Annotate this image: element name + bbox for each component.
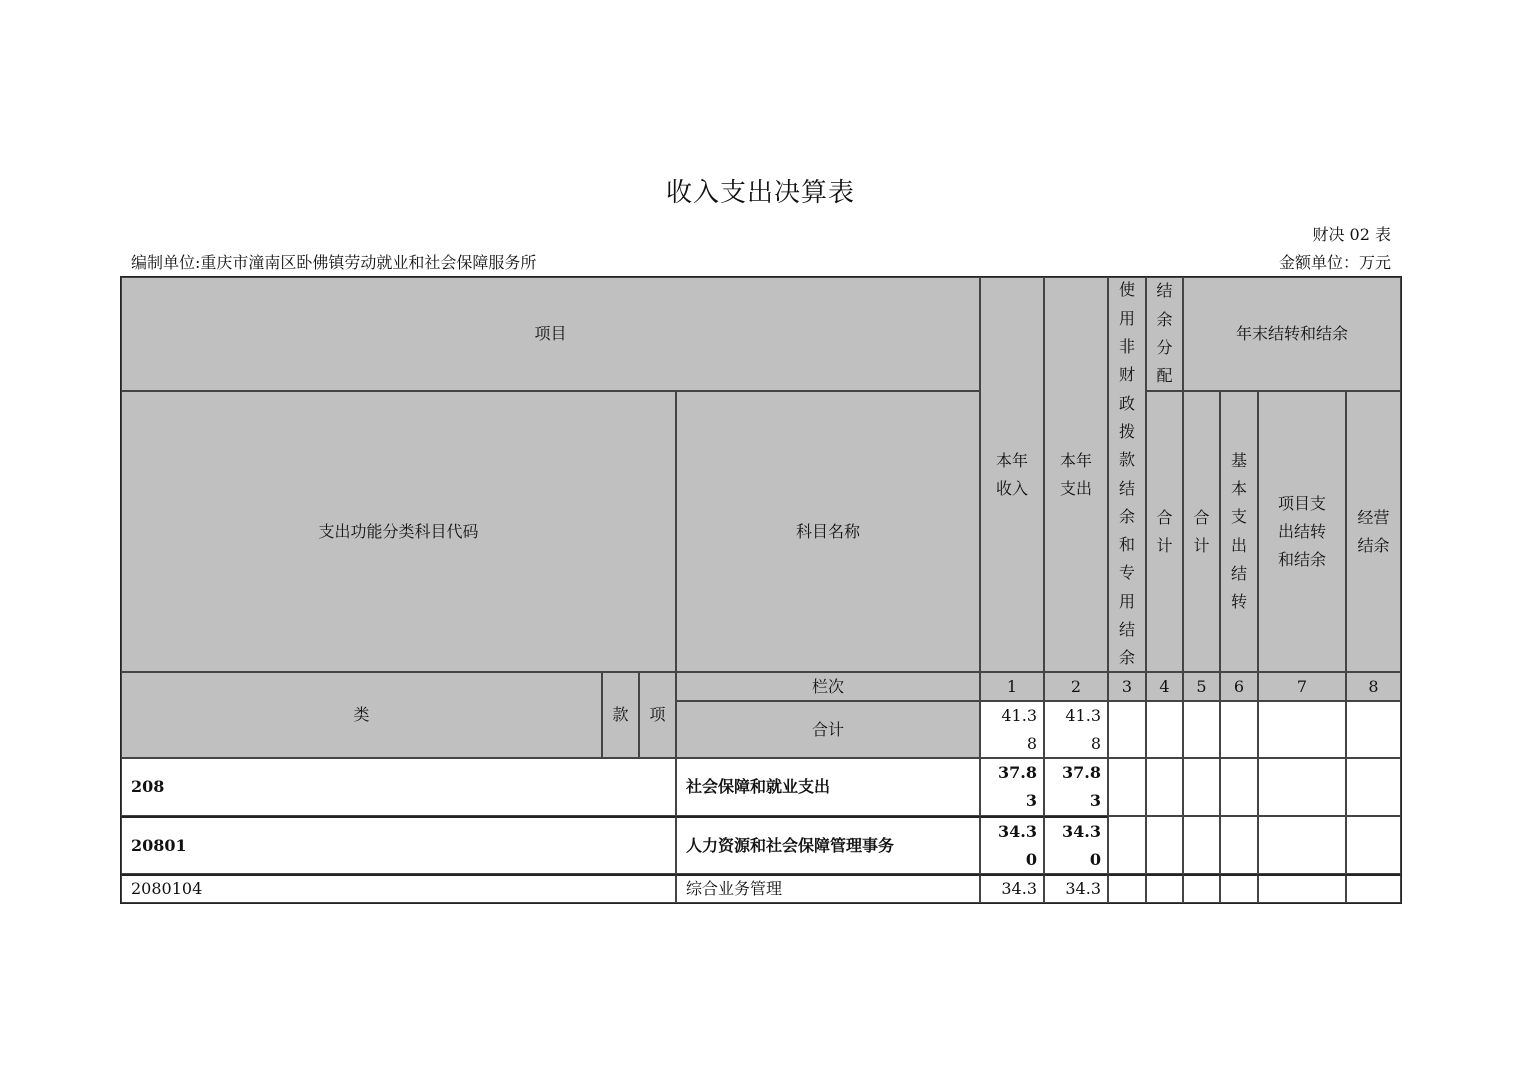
- budget-table: [120, 276, 1402, 904]
- column-number: 1: [980, 672, 1044, 701]
- table-row-expense: 34.3: [1044, 874, 1108, 903]
- empty-cell: [1220, 816, 1258, 874]
- column-number: 6: [1220, 672, 1258, 701]
- total-income: 41.3 8: [980, 701, 1044, 758]
- header-year-end-total: 合 计: [1183, 391, 1220, 672]
- table-row-expense: 37.8 3: [1044, 758, 1108, 816]
- total-expense: 41.3 8: [1044, 701, 1108, 758]
- header-name: 科目名称: [676, 391, 980, 672]
- header-nonfiscal-balance: 使用非财政拨款结余和专用结余: [1108, 277, 1146, 672]
- table-row-name: 人力资源和社会保障管理事务: [676, 816, 980, 874]
- header-kuan: 款: [602, 672, 639, 758]
- empty-cell: [1258, 816, 1346, 874]
- header-income: 本年 收入: [980, 277, 1044, 672]
- header-distribution: 结余分配: [1146, 277, 1183, 391]
- table-row-income: 37.8 3: [980, 758, 1044, 816]
- column-number: 3: [1108, 672, 1146, 701]
- empty-cell: [1346, 701, 1401, 758]
- total-label: 合计: [676, 701, 980, 758]
- header-operating-balance: 经营 结余: [1346, 391, 1401, 672]
- header-code: 支出功能分类科目代码: [121, 391, 676, 672]
- empty-cell: [1183, 816, 1220, 874]
- header-xiang: 项: [639, 672, 676, 758]
- table-row-expense: 34.3 0: [1044, 816, 1108, 874]
- table-row-name: 综合业务管理: [676, 874, 980, 903]
- empty-cell: [1146, 758, 1183, 816]
- empty-cell: [1258, 701, 1346, 758]
- header-item: 项目: [121, 277, 980, 391]
- header-year-end: 年末结转和结余: [1183, 277, 1401, 391]
- header-lei: 类: [121, 672, 602, 758]
- empty-cell: [1183, 874, 1220, 903]
- empty-cell: [1146, 874, 1183, 903]
- empty-cell: [1346, 758, 1401, 816]
- column-number: 2: [1044, 672, 1108, 701]
- empty-cell: [1220, 874, 1258, 903]
- table-row-income: 34.3: [980, 874, 1044, 903]
- empty-cell: [1146, 701, 1183, 758]
- table-row-income: 34.3 0: [980, 816, 1044, 874]
- header-project-carryover: 项目支 出结转 和结余: [1258, 391, 1346, 672]
- empty-cell: [1346, 874, 1401, 903]
- empty-cell: [1220, 758, 1258, 816]
- empty-cell: [1183, 701, 1220, 758]
- column-number: 5: [1183, 672, 1220, 701]
- table-row-code: 20801: [121, 816, 676, 874]
- empty-cell: [1183, 758, 1220, 816]
- empty-cell: [1108, 758, 1146, 816]
- empty-cell: [1108, 816, 1146, 874]
- column-number: 8: [1346, 672, 1401, 701]
- amount-unit: 金额单位：万元: [1278, 253, 1391, 272]
- form-number: 财决 02 表: [1312, 225, 1391, 244]
- compiling-unit: 编制单位:重庆市潼南区卧佛镇劳动就业和社会保障服务所: [131, 253, 537, 272]
- column-seq-label: 栏次: [676, 672, 980, 701]
- empty-cell: [1108, 874, 1146, 903]
- page-title: 收入支出决算表: [665, 178, 855, 208]
- table-row-name: 社会保障和就业支出: [676, 758, 980, 816]
- header-expense: 本年 支出: [1044, 277, 1108, 672]
- empty-cell: [1346, 816, 1401, 874]
- empty-cell: [1258, 758, 1346, 816]
- empty-cell: [1146, 816, 1183, 874]
- empty-cell: [1108, 701, 1146, 758]
- empty-cell: [1220, 701, 1258, 758]
- header-basic-carryover: 基本支出结转: [1220, 391, 1258, 672]
- header-distribution-total: 合 计: [1146, 391, 1183, 672]
- column-number: 4: [1146, 672, 1183, 701]
- table-row-code: 2080104: [121, 874, 676, 903]
- column-number: 7: [1258, 672, 1346, 701]
- empty-cell: [1258, 874, 1346, 903]
- table-row-code: 208: [121, 758, 676, 816]
